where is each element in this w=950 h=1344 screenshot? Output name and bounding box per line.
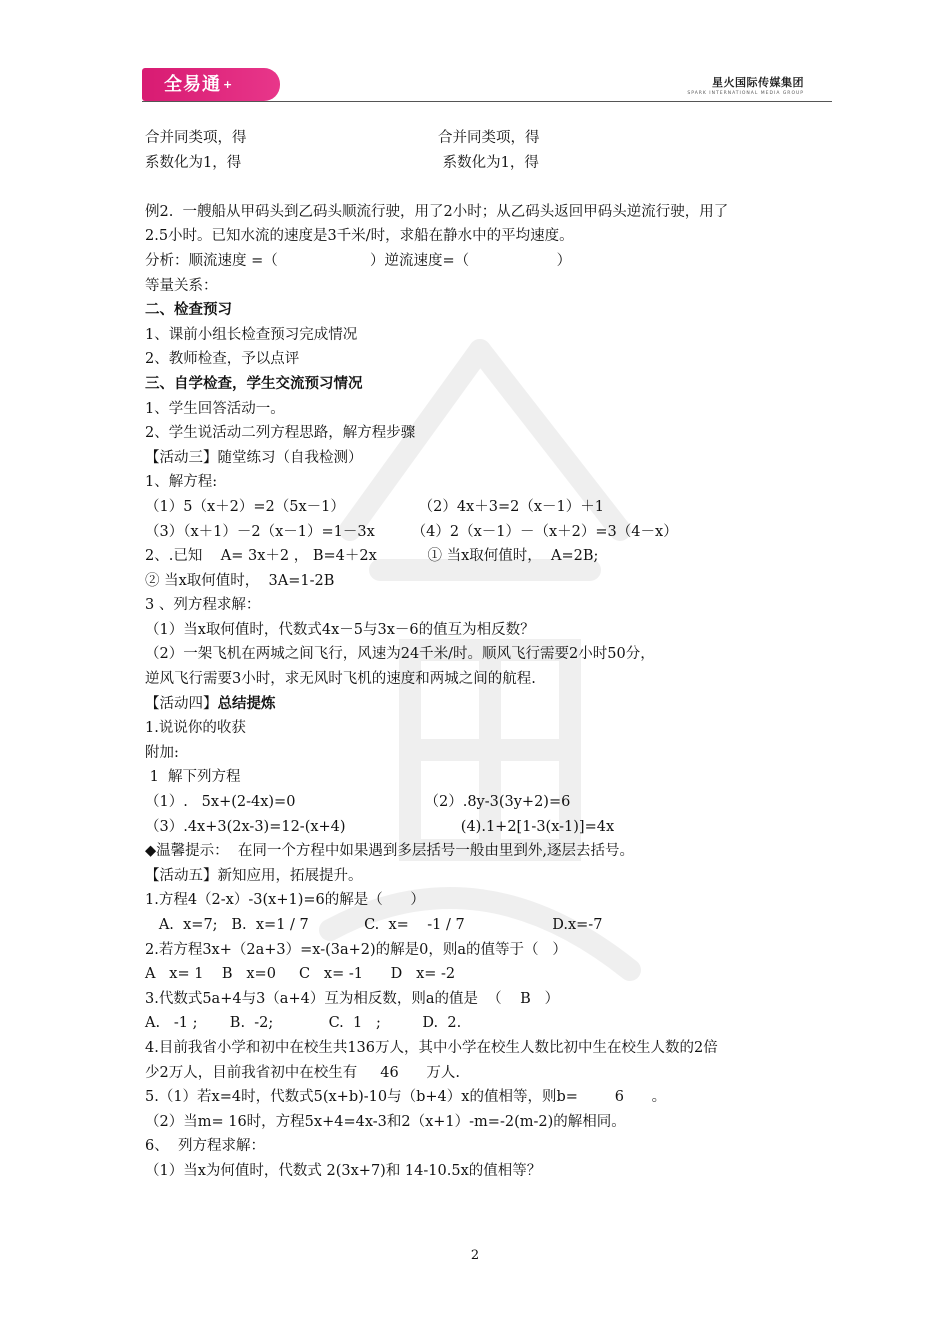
document-body — [145, 126, 835, 1184]
text-line: 系数化为1，得 — [145, 154, 242, 171]
section-heading: 二、检查预习 — [145, 301, 232, 319]
text-line: 1 解下列方程 — [145, 769, 241, 786]
blank-line — [145, 175, 835, 200]
text-line: 等量关系： — [145, 277, 218, 294]
sparkle-icon: + — [223, 78, 234, 91]
text-line: （1）当x取何值时，代数式4x－5与3x－6的值互为相反数？ — [145, 621, 535, 638]
text-line — [145, 126, 835, 151]
tip-line: ◆温馨提示： 在同一个方程中如果遇到多层括号一般由里到外,逐层去括号。 — [145, 843, 634, 860]
logo-text: 全易通 — [164, 74, 221, 95]
question-line: 1.方程4（2-x）-3(x+1)=6的解是（ ） — [145, 892, 425, 909]
activity-heading: 【活动三】随堂练习（自我检测） — [145, 449, 363, 466]
options-line: A. -1 ; B. -2; C. 1 ; D. 2. — [145, 1015, 462, 1032]
text-line: 合并同类项，得 — [438, 130, 540, 146]
page-number: 2 — [470, 1248, 480, 1263]
equation-line: 2、.已知 A= 3x＋2 ， B=4＋2x ① 当x取何值时， A=2B; — [145, 548, 599, 565]
equation-line: （1）5（x＋2）=2（5x－1） （2）4x＋3=2（x－1）＋1 — [145, 498, 604, 515]
options-line: A. x=7; B. x=1 / 7 C. x= -1 / 7 D.x=-7 — [145, 917, 603, 933]
activity-heading: 【活动五】新知应用，拓展提升。 — [145, 867, 363, 884]
question-line: 4.目前我省小学和初中在校生共136万人，其中小学在校生人数比初中生在校生人数的2倍 — [145, 1039, 718, 1056]
brand-logo — [142, 68, 280, 101]
analysis-line: 分析：顺流速度 =（ ）逆流速度=（ ） — [145, 252, 572, 269]
text-line: 1.说说你的收获 — [145, 720, 246, 737]
question-line: 6、 列方程求解： — [145, 1138, 265, 1155]
text-line: （2）一架飞机在两城之间飞行，风速为24千米/时。顺风飞行需要2小时50分， — [145, 646, 655, 663]
text-line: 附加: — [145, 744, 179, 761]
options-line: A x= 1 B x=0 C x= -1 D x= -2 — [145, 966, 456, 983]
equation-line: （3）.4x+3(2x-3)=12-(x+4) (4).1+2[1-3(x-1)]=4x — [145, 818, 615, 835]
publisher-name: 星火国际传媒集团 — [712, 76, 804, 89]
text-line: 1、课前小组长检查预习完成情况 — [145, 326, 358, 343]
header-divider — [142, 101, 832, 102]
publisher-brand — [687, 74, 804, 96]
text-line — [145, 151, 835, 176]
text-line: 2、教师检查，予以点评 — [145, 351, 300, 368]
question-line: 2.若方程3x+（2a+3）=x-(3a+2)的解是0，则a的值等于（ ） — [145, 941, 567, 958]
question-line: （2）当m= 16时，方程5x+4=4x-3和2（x+1）-m=-2(m-2)的解相同。 — [145, 1113, 626, 1130]
publisher-name-en: SPARK INTERNATIONAL MEDIA GROUP — [687, 91, 804, 96]
page-header — [0, 0, 950, 110]
section-heading: 三、自学检查，学生交流预习情况 — [145, 374, 363, 392]
equation-line: （3）（x＋1）－2（x－1）=1－3x （4）2（x－1）－（x＋2）=3（4－x） — [145, 523, 678, 540]
text-line: 1、解方程: — [145, 474, 218, 491]
equation-line: ② 当x取何值时， 3A=1-2B — [145, 572, 335, 589]
question-line: （1）当x为何值时，代数式 2(3x+7)和 14-10.5x的值相等？ — [145, 1162, 542, 1179]
question-line: 少2万人，目前我省初中在校生有 46 万人. — [145, 1064, 460, 1081]
text-line: 2.5小时。已知水流的速度是3千米/时，求船在静水中的平均速度。 — [145, 228, 574, 245]
activity-label: 【活动四】 — [145, 695, 218, 712]
text-line: 逆风飞行需要3小时，求无风时飞机的速度和两城之间的航程. — [145, 671, 536, 688]
text-line: 3 、列方程求解： — [145, 597, 261, 614]
activity-heading — [145, 692, 835, 717]
text-line: 2、学生说活动二列方程思路，解方程步骤 — [145, 425, 416, 442]
question-line: 3.代数式5a+4与3（a+4）互为相反数，则a的值是 （ B ） — [145, 990, 560, 1007]
activity-title: 总结提炼 — [217, 694, 276, 712]
example-2-line: 例2. 一艘船从甲码头到乙码头顺流行驶，用了2小时；从乙码头返回甲码头逆流行驶，用了 — [145, 203, 729, 220]
text-line: 1、学生回答活动一。 — [145, 400, 285, 417]
equation-line: （1）. 5x+(2-4x)=0 （2）.8y-3(3y+2)=6 — [145, 794, 571, 811]
text-line: 合并同类项，得 — [145, 130, 247, 146]
question-line: 5.（1）若x=4时，代数式5(x+b)-10与（b+4）x的值相等，则b= 6 。 — [145, 1089, 667, 1106]
text-line: 系数化为1，得 — [438, 154, 539, 171]
